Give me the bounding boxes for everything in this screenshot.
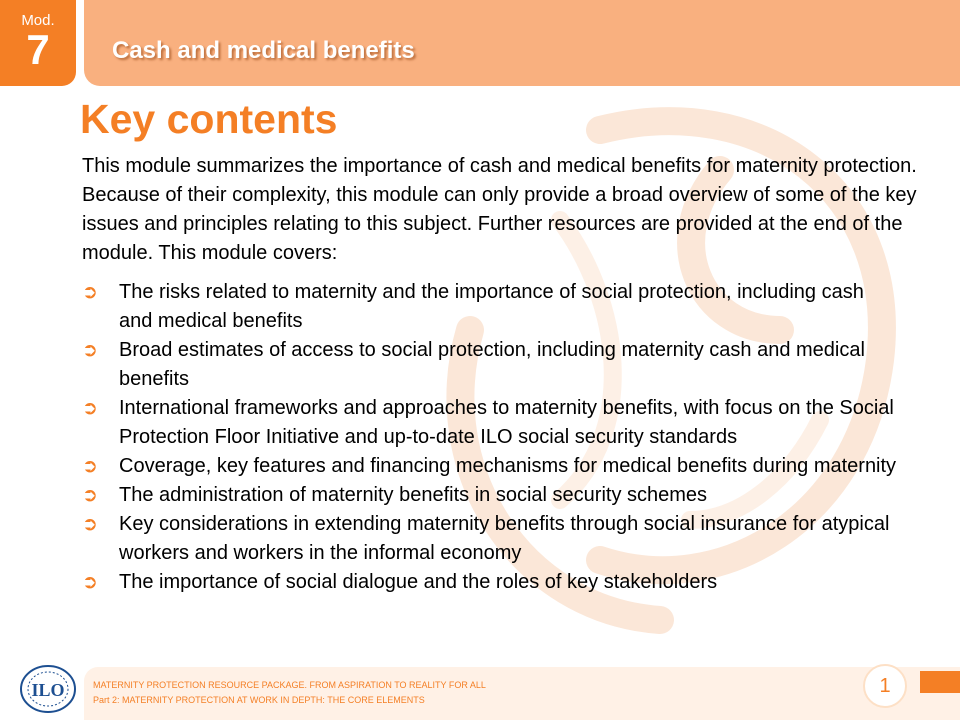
ilo-logo-text: ILO — [31, 680, 65, 700]
list-item-text: The administration of maternity benefits in social security schemes — [119, 484, 708, 506]
header-title: Cash and medical benefits — [112, 37, 415, 64]
module-tab — [0, 0, 76, 86]
list-item-text: Key considerations in extending maternity benefits through social insurance for atypical workers and workers in the informal economy — [119, 513, 890, 564]
module-label: Mod. — [21, 12, 55, 29]
list-item — [82, 568, 902, 597]
list-item — [82, 336, 902, 394]
list-item-text: International frameworks and approaches to maternity benefits, with focus on the Social Protection Floor Initiative and up-to-date ILO social security standards — [119, 397, 894, 448]
list-item — [82, 510, 902, 568]
ilo-logo-icon — [18, 663, 78, 715]
list-item-text: The importance of social dialogue and the roles of key stakeholders — [119, 571, 718, 593]
list-item-text: Coverage, key features and financing mechanisms for medical benefits during maternity — [119, 455, 897, 477]
arrow-bullet-icon: ➲ — [82, 456, 98, 477]
footer-package-title: MATERNITY PROTECTION RESOURCE PACKAGE. FROM ASPIRATION TO REALITY FOR ALL — [93, 680, 486, 690]
page-number: 1 — [863, 664, 907, 708]
list-item — [82, 481, 902, 510]
footer-part-title: Part 2: MATERNITY PROTECTION AT WORK IN DEPTH: THE CORE ELEMENTS — [93, 695, 425, 705]
intro-paragraph: This module summarizes the importance of cash and medical benefits for maternity protection. Because of their complexity, this module can only provide a broad overview of some of the key issues and principles relating to this subject. Further resources are provided at the end of the module. This module covers: — [82, 155, 917, 264]
list-item-text: Broad estimates of access to social protection, including maternity cash and medical benefits — [119, 339, 865, 390]
list-item — [82, 452, 902, 481]
list-item — [82, 394, 902, 452]
list-item — [82, 278, 902, 336]
page-title: Key contents — [80, 96, 338, 142]
arrow-bullet-icon: ➲ — [82, 572, 98, 593]
footer-band — [84, 667, 960, 720]
module-number: 7 — [26, 26, 50, 73]
arrow-bullet-icon: ➲ — [82, 340, 98, 361]
list-item-text: The risks related to maternity and the importance of social protection, including cash and medical benefits — [119, 281, 864, 332]
arrow-bullet-icon: ➲ — [82, 485, 98, 506]
page-number-stripe — [920, 671, 960, 693]
arrow-bullet-icon: ➲ — [82, 514, 98, 535]
arrow-bullet-icon: ➲ — [82, 282, 98, 303]
covers-list — [82, 278, 902, 597]
arrow-bullet-icon: ➲ — [82, 398, 98, 419]
